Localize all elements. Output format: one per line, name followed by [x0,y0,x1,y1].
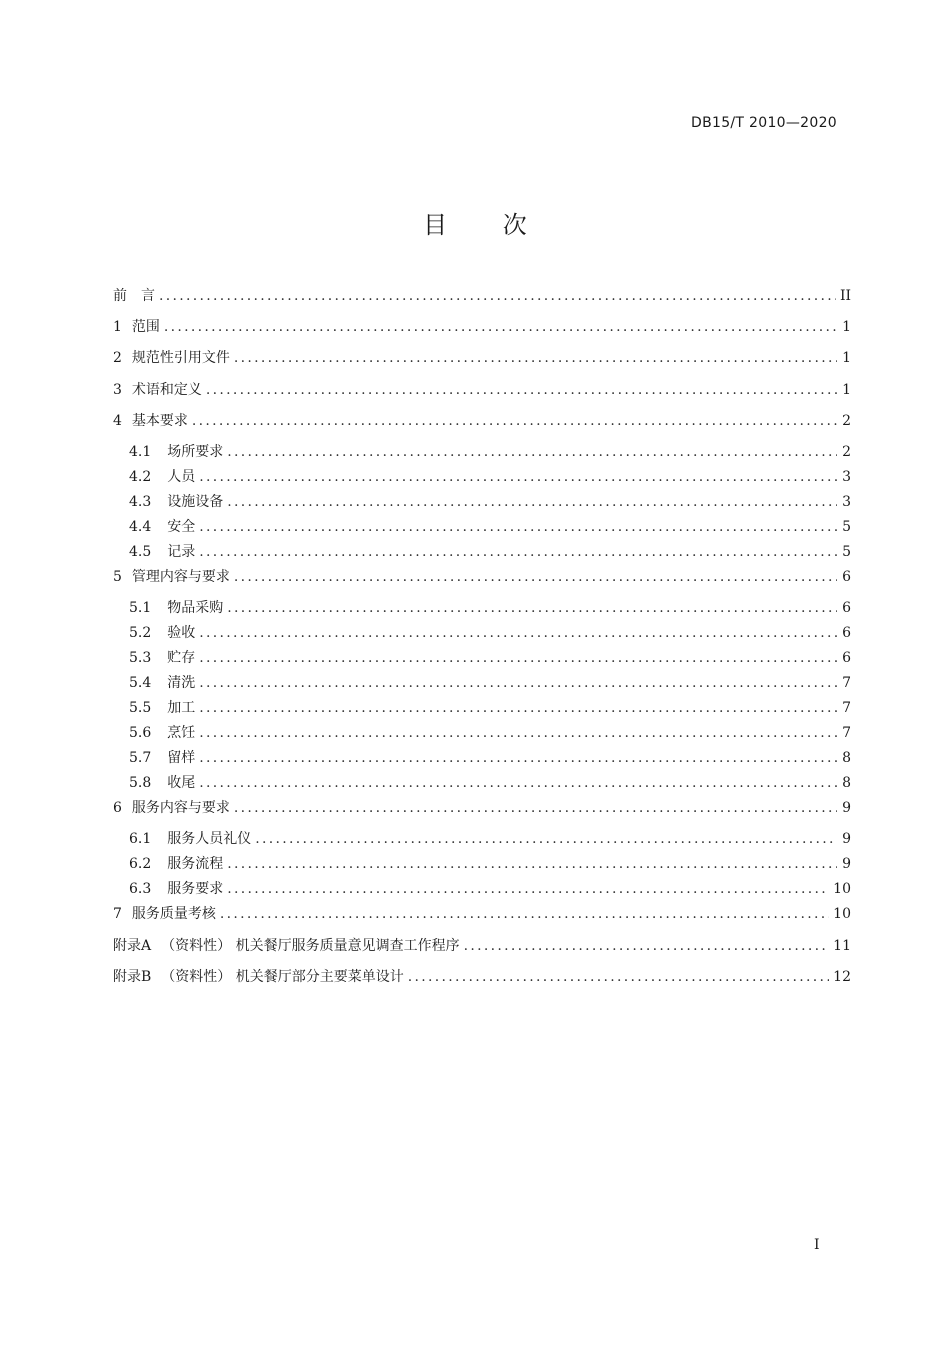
toc-entry-page: 12 [833,968,851,985]
toc-entry-page: 1 [842,319,851,336]
toc-entry-number: 5 [113,568,122,585]
toc-entry-page: II [839,288,851,304]
toc-dot-leader [408,967,829,987]
toc-entry-page: 5 [842,518,851,535]
toc-dot-leader [199,648,837,668]
toc-entry-page: 3 [842,493,851,510]
toc-entry-label: 烹饪 [167,725,196,742]
toc-dot-leader [227,854,837,874]
toc-entry-page: 1 [842,381,851,398]
toc-entry-page: 6 [842,600,851,617]
toc-dot-leader [199,673,837,693]
toc-entry[interactable] [113,967,851,998]
toc-entry[interactable] [113,411,851,442]
toc-entry-number: 4.1 [129,443,152,460]
toc-entry-label: 加工 [167,700,196,717]
toc-entry[interactable] [113,748,851,773]
toc-dot-leader [227,492,837,512]
toc-entry-page: 7 [842,700,851,717]
toc-entry-number: 5.8 [129,775,152,792]
toc-entry-number: 4 [113,412,122,429]
toc-entry[interactable] [113,467,851,492]
toc-entry-page: 2 [842,412,851,429]
toc-entry-page: 9 [842,800,851,817]
toc-entry-number: 3 [113,381,122,398]
toc-dot-leader [227,442,837,462]
page-number: I [814,1237,820,1253]
toc-dot-leader [159,286,836,306]
toc-entry[interactable] [113,673,851,698]
toc-entry-number: 2 [113,350,122,367]
toc-entry-number: 4.5 [129,543,152,560]
toc-entry[interactable] [113,723,851,748]
toc-entry-page: 3 [842,468,851,485]
toc-entry-number: 5.7 [129,750,152,767]
toc-entry-label: 服务内容与要求 [131,800,230,817]
toc-dot-leader [199,723,837,743]
toc-entry-label: 留样 [167,750,196,767]
toc-entry[interactable] [113,698,851,723]
toc-entry[interactable] [113,380,851,411]
toc-entry-label: 服务人员礼仪 [167,831,252,848]
toc-dot-leader [234,567,837,587]
toc-entry[interactable] [113,598,851,623]
toc-entry-page: 10 [833,881,851,898]
toc-entry-page: 11 [833,937,851,954]
toc-entry-label: 术语和定义 [131,381,202,398]
toc-entry-label: 收尾 [167,775,196,792]
toc-dot-leader [464,936,830,956]
toc-entry[interactable] [113,348,851,379]
toc-dot-leader [199,517,837,537]
toc-entry-number: 5.3 [129,650,152,667]
toc-entry-label: 设施设备 [167,493,224,510]
toc-entry-page: 5 [842,543,851,560]
toc-dot-leader [227,598,837,618]
toc-entry-page: 9 [842,831,851,848]
toc-entry-label: 管理内容与要求 [131,568,230,585]
toc-entry-page: 2 [842,443,851,460]
toc-entry-label: 服务质量考核 [131,906,216,923]
toc-dot-leader [199,623,837,643]
toc-dot-leader [199,748,837,768]
toc-entry[interactable] [113,492,851,517]
toc-entry[interactable] [113,442,851,467]
toc-entry-number: 1 [113,319,122,336]
toc-entry[interactable] [113,286,851,317]
toc-entry-page: 7 [842,725,851,742]
toc-entry[interactable] [113,648,851,673]
toc-entry-label: 清洗 [167,675,196,692]
toc-dot-leader [255,829,837,849]
toc-entry-page: 6 [842,650,851,667]
toc-dot-leader [234,798,837,818]
toc-entry[interactable] [113,798,851,829]
document-code: DB15/T 2010—2020 [691,115,837,131]
toc-entry[interactable] [113,904,851,935]
toc-entry-page: 9 [842,856,851,873]
toc-entry-label: 范围 [131,319,160,336]
toc-entry-label: 记录 [167,543,196,560]
toc-entry-number: 5.1 [129,600,152,617]
toc-dot-leader [206,380,837,400]
toc-entry[interactable] [113,567,851,598]
toc-entry[interactable] [113,829,851,854]
toc-entry-number: 5.6 [129,725,152,742]
toc-dot-leader [192,411,837,431]
toc-dot-leader [199,773,837,793]
toc-entry-number: 附录B [113,968,152,985]
toc-entry-number: 6.1 [129,831,152,848]
toc-entry[interactable] [113,773,851,798]
toc-entry[interactable] [113,936,851,967]
toc-entry-number: 4.2 [129,468,152,485]
toc-dot-leader [220,904,829,924]
toc-dot-leader [227,879,829,899]
toc-entry[interactable] [113,623,851,648]
toc-entry-number: 7 [113,906,122,923]
toc-entry-number: 5.2 [129,625,152,642]
toc-entry-number: 6.2 [129,856,152,873]
toc-entry[interactable] [113,542,851,567]
toc-entry[interactable] [113,517,851,542]
toc-entry-label: 服务流程 [167,856,224,873]
toc-entry[interactable] [113,854,851,879]
toc-dot-leader [234,348,837,368]
toc-entry-page: 8 [842,750,851,767]
toc-dot-leader [199,467,837,487]
toc-entry-label: 安全 [167,518,196,535]
table-of-contents [113,286,851,998]
toc-entry-page: 6 [842,568,851,585]
toc-entry-page: 6 [842,625,851,642]
toc-entry-number: 5.5 [129,700,152,717]
toc-entry-number: 4.3 [129,493,152,510]
toc-entry[interactable] [113,879,851,904]
toc-entry-label: 服务要求 [167,881,224,898]
toc-entry-page: 10 [833,906,851,923]
toc-dot-leader [199,698,837,718]
toc-entry-label: 规范性引用文件 [131,350,230,367]
toc-entry-number: 6.3 [129,881,152,898]
toc-entry-label: 贮存 [167,650,196,667]
toc-dot-leader [164,317,837,337]
toc-entry-number: 5.4 [129,675,152,692]
toc-entry-label: 人员 [167,468,196,485]
toc-entry-label: 基本要求 [131,412,188,429]
toc-entry-page: 1 [842,350,851,367]
toc-entry-page: 8 [842,775,851,792]
toc-entry-number: 附录A [113,937,152,954]
toc-entry-number: 6 [113,800,122,817]
toc-entry-label: （资料性） 机关餐厅部分主要菜单设计 [161,968,404,985]
toc-entry-label: 前 言 [113,288,155,304]
toc-entry-number: 4.4 [129,518,152,535]
toc-entry-label: 物品采购 [167,600,224,617]
toc-dot-leader [199,542,837,562]
toc-title: 目 次 [423,211,551,239]
toc-entry-label: 场所要求 [167,443,224,460]
toc-entry-page: 7 [842,675,851,692]
toc-entry-label: 验收 [167,625,196,642]
toc-entry[interactable] [113,317,851,348]
toc-entry-label: （资料性） 机关餐厅服务质量意见调查工作程序 [161,937,460,954]
